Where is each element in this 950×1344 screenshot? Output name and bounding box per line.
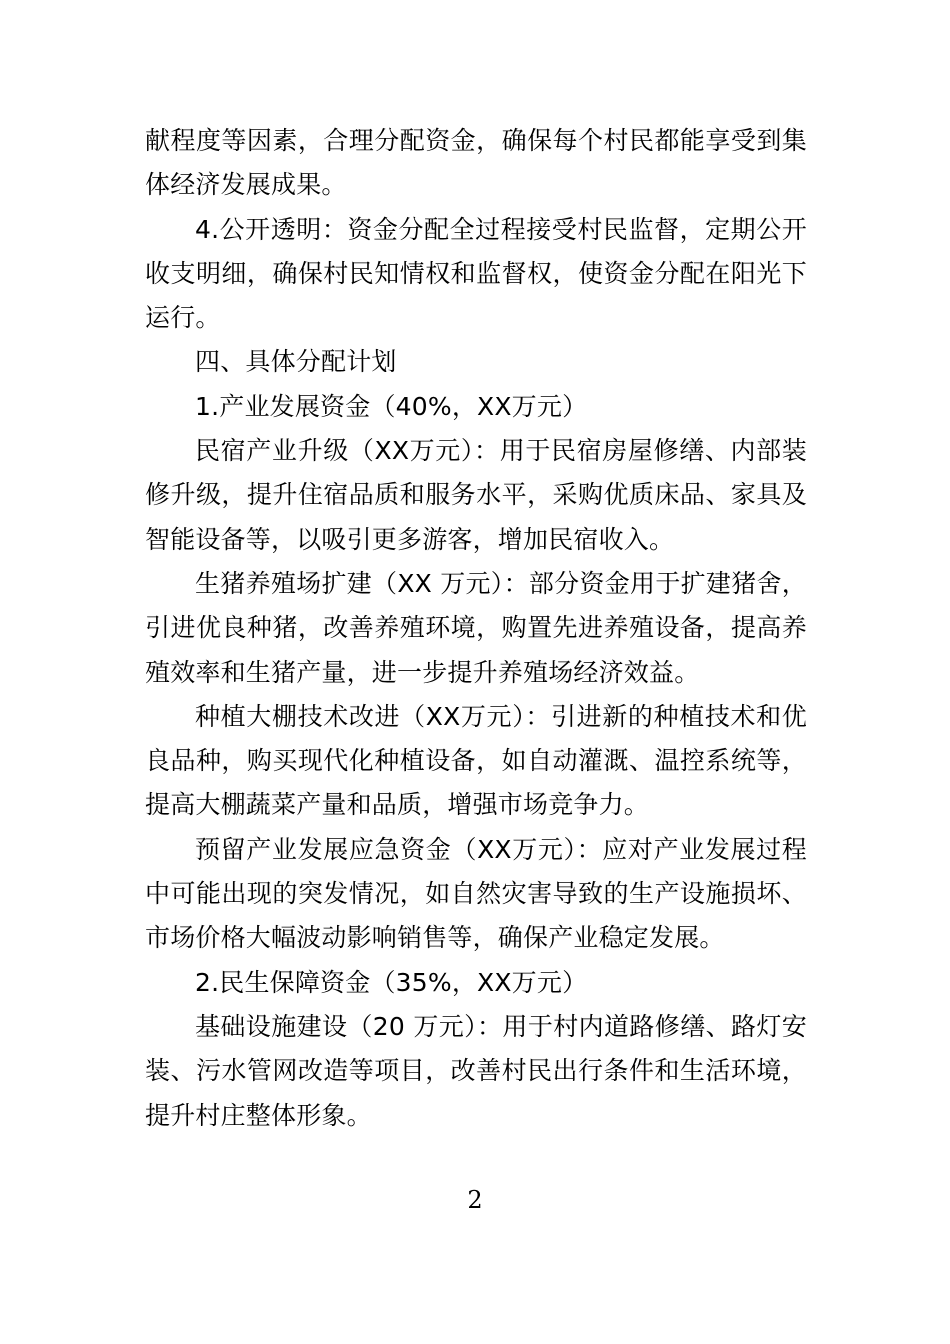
paragraph-continuation: 献程度等因素，合理分配资金，确保每个村民都能享受到集体经济发展成果。 [145, 126, 807, 200]
subheading-industry-fund: 1.产业发展资金（40%，XX万元） [195, 391, 588, 421]
document-body [145, 119, 807, 1138]
paragraph-greenhouse-improvement: 种植大棚技术改进（XX万元）：引进新的种植技术和优良品种，购买现代化种植设备，如自动灌溉、温控系统等，提高大棚蔬菜产量和品质，增强市场竞争力。 [145, 701, 807, 820]
paragraph-transparency-principle: 4.公开透明：资金分配全过程接受村民监督，定期公开收支明细，确保村民知情权和监督权，使资金分配在阳光下运行。 [145, 214, 807, 333]
paragraph-emergency-reserve: 预留产业发展应急资金（XX万元）：应对产业发展过程中可能出现的突发情况，如自然灾害导致的生产设施损坏、市场价格大幅波动影响销售等，确保产业稳定发展。 [145, 834, 807, 953]
paragraph-homestay-upgrade: 民宿产业升级（XX万元）：用于民宿房屋修缮、内部装修升级，提升住宿品质和服务水平，采购优质床品、家具及智能设备等，以吸引更多游客，增加民宿收入。 [145, 436, 807, 554]
paragraph-pig-farm-expansion: 生猪养殖场扩建（XX 万元）：部分资金用于扩建猪舍，引进优良种猪，改善养殖环境，购置先进养殖设备，提高养殖效率和生猪产量，进一步提升养殖场经济效益。 [145, 568, 807, 687]
paragraph-infrastructure: 基础设施建设（20 万元）：用于村内道路修缮、路灯安装、污水管网改造等项目，改善村民出行条件和生活环境，提升村庄整体形象。 [145, 1011, 807, 1130]
page-number: 2 [467, 1186, 483, 1214]
section-heading-allocation-plan: 四、具体分配计划 [195, 347, 397, 377]
subheading-livelihood-fund: 2.民生保障资金（35%，XX万元） [195, 967, 588, 997]
